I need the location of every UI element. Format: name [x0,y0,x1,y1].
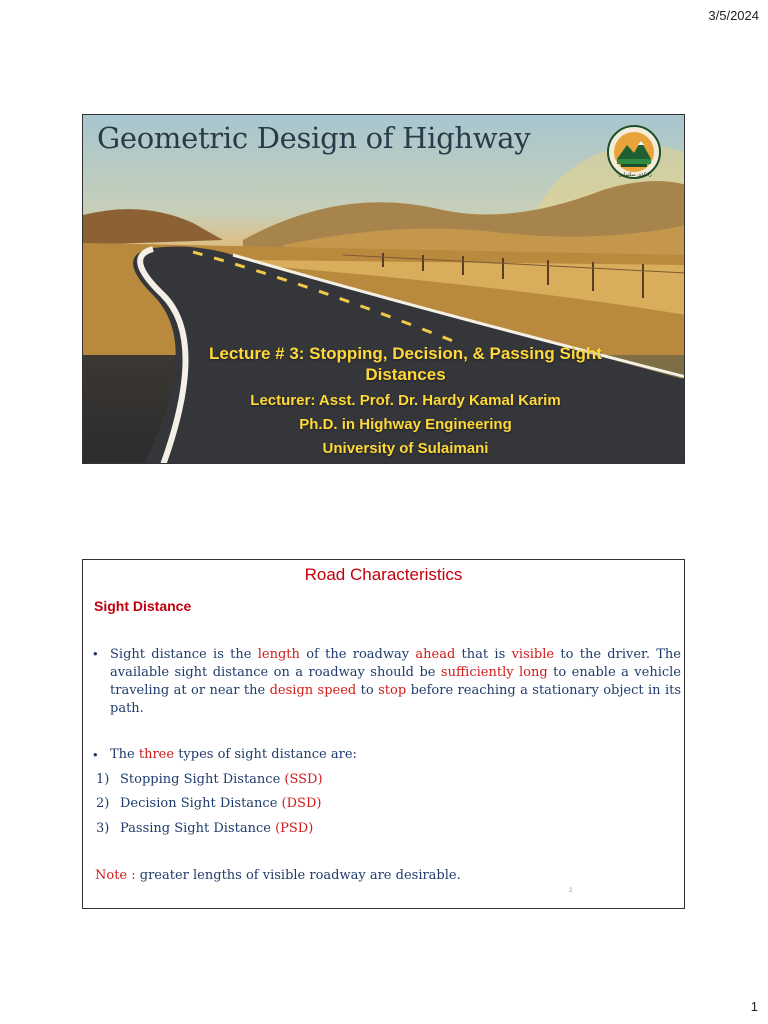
bullet-icon: • [93,646,98,661]
list-abbr: (PSD) [275,821,314,836]
list-label: Stopping Sight Distance [120,772,285,787]
text-span: to the driver. The available sight distance on a roadway should be [110,647,681,680]
highlight-sufficiently-long: sufficiently long [440,665,548,680]
list-item-ssd [96,772,323,787]
note-line [95,868,461,883]
list-item-dsd [96,796,321,811]
text-span: to [356,683,379,698]
highlight-design-speed: design speed [269,683,357,698]
text-span: to enable a vehicle traveling at or near the [110,665,681,698]
road-landscape-image [83,115,685,464]
logo-caption: زانكۆی سلێمانی [618,172,652,178]
list-label: Decision Sight Distance [120,796,282,811]
page-date: 3/5/2024 [708,8,759,23]
list-number: 1) [96,772,110,787]
sight-distance-definition [110,646,681,718]
note-text: greater lengths of visible roadway are desirable. [135,868,461,883]
bullet-icon: • [93,747,98,762]
university-logo [607,125,661,179]
text-span: Sight distance is the [110,647,258,662]
highlight-ahead: ahead [415,647,456,662]
highlight-length: length [257,647,300,662]
highlight-three: three [138,747,175,762]
lecture-title: Lecture # 3: Stopping, Decision, & Passing Sight Distances [209,344,602,384]
page-number: 1 [750,999,758,1014]
lecturer-name: Lecturer: Asst. Prof. Dr. Hardy Kamal Karim [250,392,561,409]
university-name: University of Sulaimani [322,440,489,457]
types-intro [110,747,357,762]
note-label: Note : [95,868,136,883]
slide-number: 2 [569,888,573,894]
section-subheading: Sight Distance [94,598,192,614]
list-label: Passing Sight Distance [120,821,276,836]
slide-heading: Road Characteristics [304,565,463,584]
text-span: that is [455,647,512,662]
highlight-visible: visible [511,647,555,662]
content-slide [82,559,685,909]
highlight-stop: stop [378,683,407,698]
text-span: of the roadway [299,647,416,662]
text-span: before reaching a stationary object in its path. [110,683,682,716]
list-number: 3) [96,821,110,836]
lecturer-degree: Ph.D. in Highway Engineering [299,416,512,433]
list-abbr: (DSD) [281,796,322,811]
text-span: The [110,747,139,762]
title-slide [82,114,685,464]
list-number: 2) [96,796,110,811]
list-abbr: (SSD) [284,772,323,787]
text-span: types of sight distance are: [174,747,357,762]
list-item-psd [96,821,313,836]
presentation-title: Geometric Design of Highway [97,121,531,155]
